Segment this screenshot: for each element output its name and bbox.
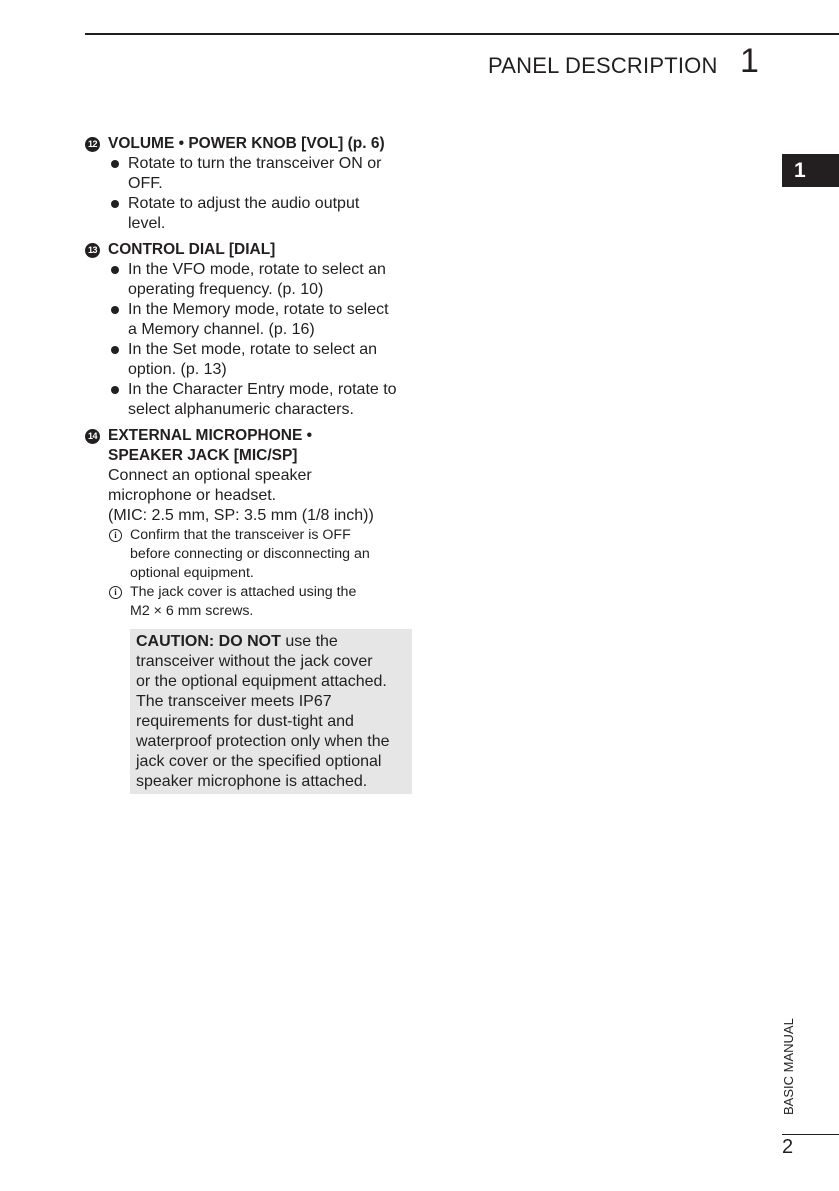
info-icon: i [109, 586, 122, 599]
header-rule [85, 33, 839, 35]
item-number-marker: 13 [85, 243, 100, 258]
section-volume-power-knob [85, 134, 415, 234]
manual-label: BASIC MANUAL [781, 1018, 796, 1115]
chapter-tab[interactable]: 1 [782, 154, 839, 187]
bullet-icon [111, 160, 119, 168]
list-item: In the VFO mode, rotate to select an operating frequency. (p. 10) [108, 260, 415, 300]
section-heading: CONTROL DIAL [DIAL] [108, 241, 276, 258]
item-number-marker: 14 [85, 429, 100, 444]
section-control-dial [85, 240, 415, 420]
section-title: PANEL DESCRIPTION [488, 53, 718, 78]
page-number: 2 [782, 1136, 794, 1158]
note-item: i The jack cover is attached using the M2 × 6 mm screws. [108, 583, 415, 621]
bullet-icon [111, 306, 119, 314]
list-item: In the Set mode, rotate to select an option. (p. 13) [108, 340, 415, 380]
caution-box: CAUTION: DO NOT use the transceiver without the jack cover or the optional equipment attached. The transceiver meets IP67 requirements for dust-tight and waterproof protection only when the jack cover or the specified optional speaker microphone is attached. [130, 629, 412, 794]
caution-label: CAUTION: DO NOT [136, 633, 281, 650]
bullet-icon [111, 386, 119, 394]
note-item: i Confirm that the transceiver is OFF before connecting or disconnecting an optional equipment. [108, 526, 415, 583]
chapter-number: 1 [740, 42, 759, 80]
item-number-marker: 12 [85, 137, 100, 152]
section-external-mic-speaker-jack [85, 426, 415, 794]
list-item: In the Character Entry mode, rotate to select alphanumeric characters. [108, 380, 415, 420]
section-heading: VOLUME • POWER KNOB [VOL] (p. 6) [108, 135, 385, 152]
bullet-list [108, 154, 415, 234]
bullet-list [108, 260, 415, 420]
list-item: Rotate to adjust the audio output level. [108, 194, 415, 234]
page-number-rule [782, 1134, 839, 1135]
list-item: In the Memory mode, rotate to select a Memory channel. (p. 16) [108, 300, 415, 340]
bullet-icon [111, 266, 119, 274]
note-list [108, 526, 415, 621]
section-description: Connect an optional speaker microphone or headset. (MIC: 2.5 mm, SP: 3.5 mm (1/8 inch)) [108, 467, 374, 524]
bullet-icon [111, 346, 119, 354]
list-item: Rotate to turn the transceiver ON or OFF. [108, 154, 415, 194]
info-icon: i [109, 529, 122, 542]
bullet-icon [111, 200, 119, 208]
main-content [85, 134, 415, 800]
section-heading: EXTERNAL MICROPHONE • SPEAKER JACK [MIC/SP] [108, 427, 313, 464]
